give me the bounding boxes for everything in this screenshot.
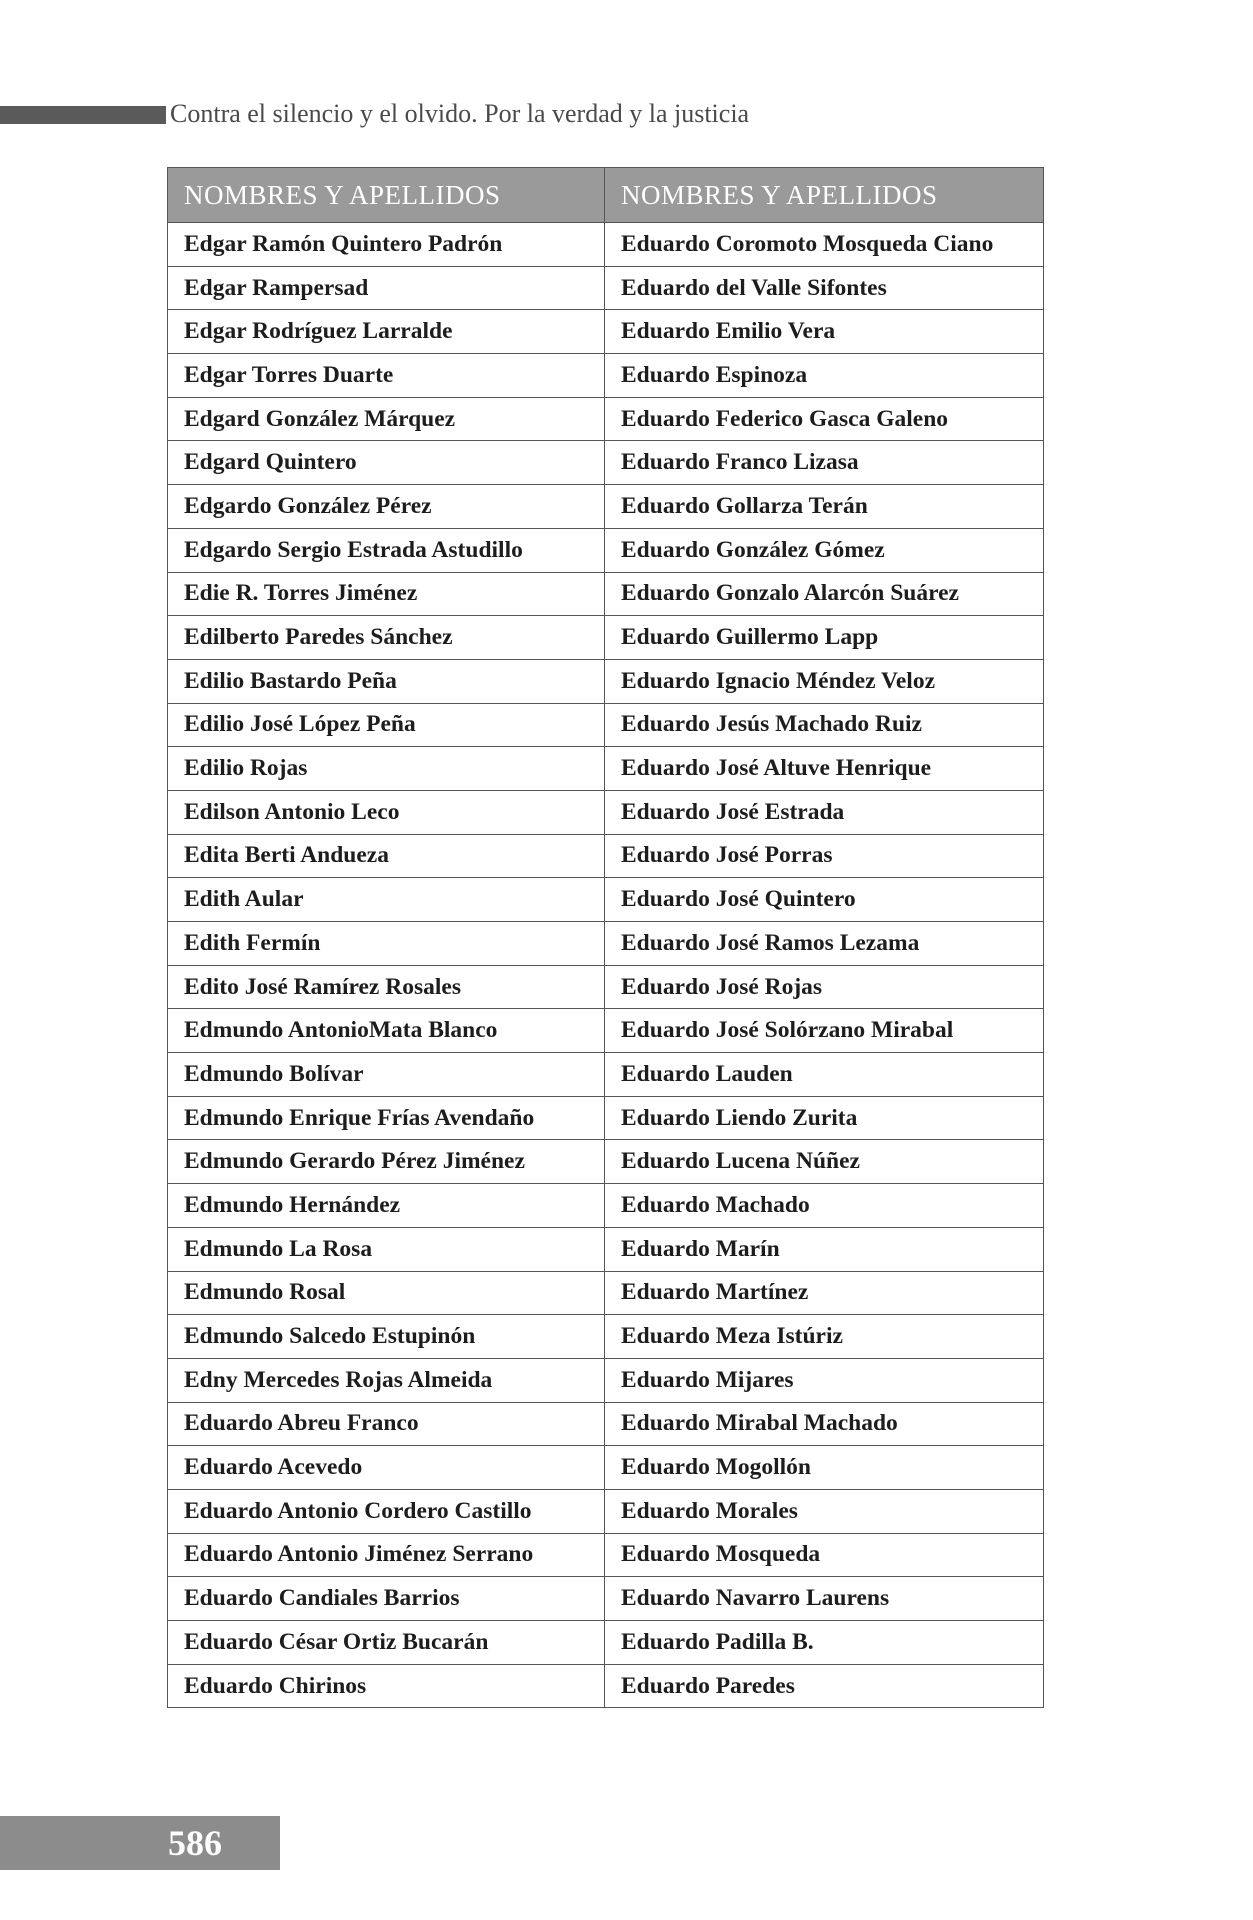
name-cell-right: Eduardo Lauden [605, 1053, 1044, 1097]
table-row [168, 1533, 1044, 1577]
running-header-title: Contra el silencio y el olvido. Por la verdad y la justicia [170, 99, 750, 128]
name-cell-left: Eduardo Abreu Franco [168, 1402, 605, 1446]
header-bar [0, 106, 166, 124]
name-cell-right: Eduardo José Quintero [605, 878, 1044, 922]
name-cell-right: Eduardo Coromoto Mosqueda Ciano [605, 223, 1044, 267]
name-cell-left: Edilio José López Peña [168, 703, 605, 747]
table-row [168, 1184, 1044, 1228]
name-cell-left: Edilio Rojas [168, 747, 605, 791]
name-cell-left: Edith Aular [168, 878, 605, 922]
name-cell-right: Eduardo Ignacio Méndez Veloz [605, 659, 1044, 703]
table-row [168, 659, 1044, 703]
name-cell-left: Edith Fermín [168, 922, 605, 966]
table-row [168, 1446, 1044, 1490]
table-row [168, 1096, 1044, 1140]
name-cell-left: Eduardo Candiales Barrios [168, 1577, 605, 1621]
table-row [168, 1271, 1044, 1315]
table-row [168, 747, 1044, 791]
name-cell-left: Edny Mercedes Rojas Almeida [168, 1358, 605, 1402]
page-number: 586 [168, 1823, 222, 1863]
name-cell-left: Eduardo Acevedo [168, 1446, 605, 1490]
table-row [168, 790, 1044, 834]
table-row [168, 266, 1044, 310]
name-cell-left: Edmundo Hernández [168, 1184, 605, 1228]
name-cell-right: Eduardo González Gómez [605, 528, 1044, 572]
name-cell-right: Eduardo Gollarza Terán [605, 485, 1044, 529]
table-row [168, 616, 1044, 660]
table-row [168, 485, 1044, 529]
name-cell-left: Edgard Quintero [168, 441, 605, 485]
column-header-left: NOMBRES Y APELLIDOS [168, 168, 605, 223]
name-cell-right: Eduardo Machado [605, 1184, 1044, 1228]
name-cell-right: Eduardo Emilio Vera [605, 310, 1044, 354]
table-row [168, 922, 1044, 966]
table-row [168, 703, 1044, 747]
name-cell-left: Edie R. Torres Jiménez [168, 572, 605, 616]
column-header-right: NOMBRES Y APELLIDOS [605, 168, 1044, 223]
name-cell-right: Eduardo Mosqueda [605, 1533, 1044, 1577]
table-row [168, 1402, 1044, 1446]
name-cell-left: Edilson Antonio Leco [168, 790, 605, 834]
name-cell-left: Eduardo César Ortiz Bucarán [168, 1621, 605, 1665]
table-row [168, 572, 1044, 616]
table-row [168, 310, 1044, 354]
name-cell-left: Edmundo AntonioMata Blanco [168, 1009, 605, 1053]
name-cell-left: Edito José Ramírez Rosales [168, 965, 605, 1009]
table-row [168, 397, 1044, 441]
name-cell-right: Eduardo Jesús Machado Ruiz [605, 703, 1044, 747]
table-row [168, 1621, 1044, 1665]
name-cell-left: Edmundo Rosal [168, 1271, 605, 1315]
table-row [168, 223, 1044, 267]
name-cell-left: Edmundo Bolívar [168, 1053, 605, 1097]
name-cell-right: Eduardo Federico Gasca Galeno [605, 397, 1044, 441]
name-cell-right: Eduardo José Porras [605, 834, 1044, 878]
name-cell-left: Edmundo Salcedo Estupinón [168, 1315, 605, 1359]
name-cell-left: Edmundo La Rosa [168, 1227, 605, 1271]
name-cell-right: Eduardo Navarro Laurens [605, 1577, 1044, 1621]
name-cell-right: Eduardo José Ramos Lezama [605, 922, 1044, 966]
name-cell-right: Eduardo Meza Istúriz [605, 1315, 1044, 1359]
name-cell-right: Eduardo Morales [605, 1489, 1044, 1533]
name-cell-left: Edita Berti Andueza [168, 834, 605, 878]
name-cell-left: Edgar Rampersad [168, 266, 605, 310]
name-cell-left: Edmundo Enrique Frías Avendaño [168, 1096, 605, 1140]
name-cell-left: Edgardo González Pérez [168, 485, 605, 529]
name-cell-left: Edgar Rodríguez Larralde [168, 310, 605, 354]
name-cell-right: Eduardo Marín [605, 1227, 1044, 1271]
page-number-box [0, 1816, 280, 1870]
table-row [168, 1009, 1044, 1053]
name-cell-right: Eduardo Espinoza [605, 354, 1044, 398]
table-row [168, 878, 1044, 922]
table-row [168, 1577, 1044, 1621]
name-cell-right: Eduardo Gonzalo Alarcón Suárez [605, 572, 1044, 616]
table-row [168, 1140, 1044, 1184]
table-row [168, 1664, 1044, 1708]
table-row [168, 354, 1044, 398]
name-cell-right: Eduardo Martínez [605, 1271, 1044, 1315]
table-row [168, 528, 1044, 572]
name-cell-left: Edgar Ramón Quintero Padrón [168, 223, 605, 267]
table-row [168, 1315, 1044, 1359]
name-cell-right: Eduardo Mijares [605, 1358, 1044, 1402]
name-cell-right: Eduardo Liendo Zurita [605, 1096, 1044, 1140]
table-body [168, 223, 1044, 1708]
table-row [168, 1358, 1044, 1402]
name-cell-right: Eduardo Guillermo Lapp [605, 616, 1044, 660]
name-cell-right: Eduardo José Altuve Henrique [605, 747, 1044, 791]
name-cell-right: Eduardo Paredes [605, 1664, 1044, 1708]
names-table [167, 167, 1044, 1708]
name-cell-right: Eduardo José Estrada [605, 790, 1044, 834]
name-cell-right: Eduardo Mogollón [605, 1446, 1044, 1490]
name-cell-left: Eduardo Antonio Jiménez Serrano [168, 1533, 605, 1577]
name-cell-left: Eduardo Antonio Cordero Castillo [168, 1489, 605, 1533]
name-cell-right: Eduardo José Rojas [605, 965, 1044, 1009]
name-cell-left: Edgard González Márquez [168, 397, 605, 441]
name-cell-right: Eduardo Franco Lizasa [605, 441, 1044, 485]
name-cell-left: Edgar Torres Duarte [168, 354, 605, 398]
table-row [168, 1053, 1044, 1097]
name-cell-left: Edmundo Gerardo Pérez Jiménez [168, 1140, 605, 1184]
name-cell-left: Edgardo Sergio Estrada Astudillo [168, 528, 605, 572]
name-cell-left: Edilberto Paredes Sánchez [168, 616, 605, 660]
table-row [168, 1227, 1044, 1271]
table-header-row [168, 168, 1044, 223]
name-cell-right: Eduardo José Solórzano Mirabal [605, 1009, 1044, 1053]
table-row [168, 834, 1044, 878]
name-cell-right: Eduardo del Valle Sifontes [605, 266, 1044, 310]
name-cell-right: Eduardo Mirabal Machado [605, 1402, 1044, 1446]
name-cell-right: Eduardo Lucena Núñez [605, 1140, 1044, 1184]
table-row [168, 965, 1044, 1009]
table-row [168, 1489, 1044, 1533]
name-cell-left: Eduardo Chirinos [168, 1664, 605, 1708]
table-row [168, 441, 1044, 485]
name-cell-right: Eduardo Padilla B. [605, 1621, 1044, 1665]
name-cell-left: Edilio Bastardo Peña [168, 659, 605, 703]
